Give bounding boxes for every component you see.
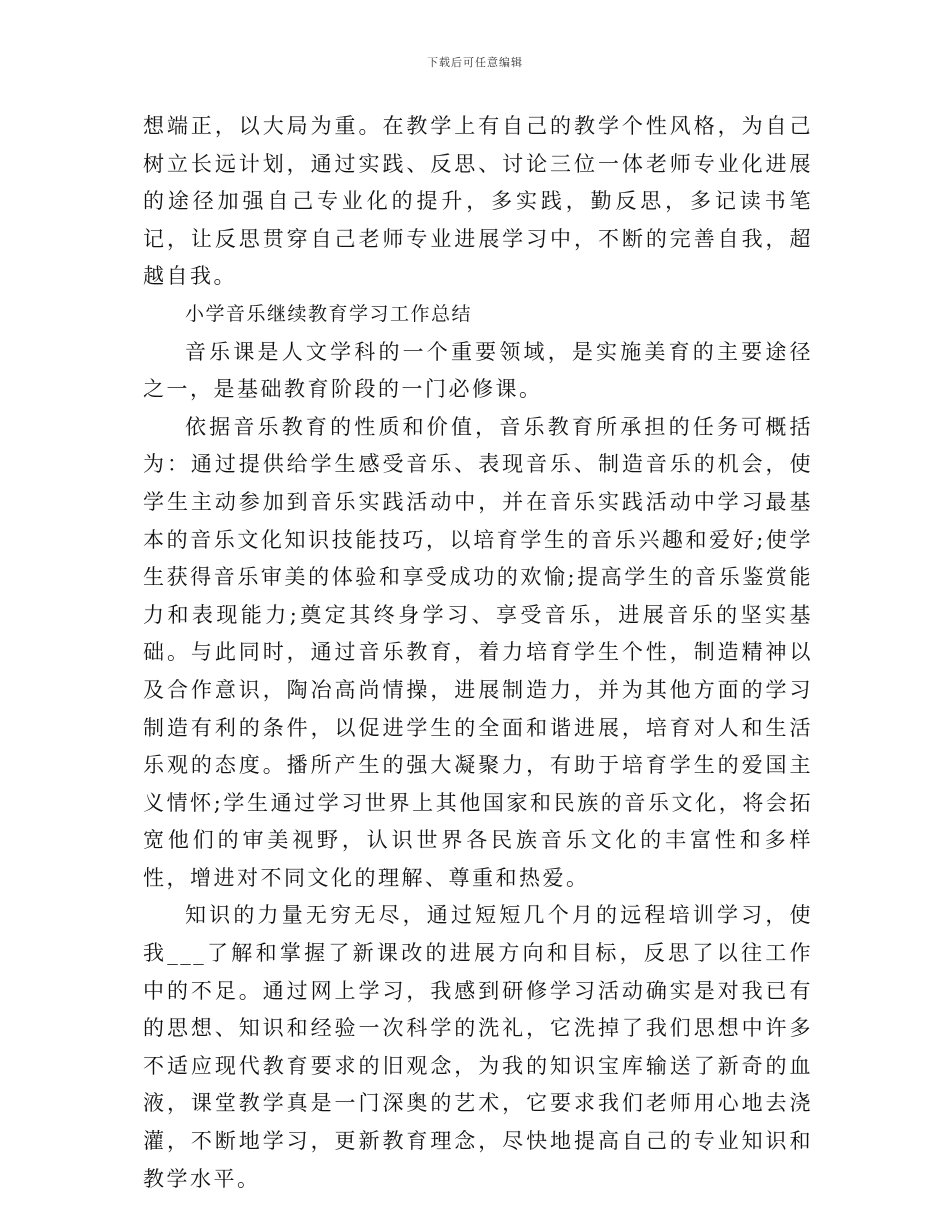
- section-title: 小学音乐继续教育学习工作总结: [185, 302, 473, 325]
- paragraph-intro: 音乐课是人文学科的一个重要领域，是实施美育的主要途径之一，是基础教育阶段的一门必修课。: [143, 339, 813, 402]
- paragraph-reflection: 知识的力量无穷无尽，通过短短几个月的远程培训学习，使我___了解和掌握了新课改的进展方向和目标，反思了以往工作中的不足。通过网上学习，我感到研修学习活动确实是对我已有的思想、知识和经验一次科学的洗礼，它洗掉了我们思想中许多不适应现代教育要求的旧观念，为我的知识宝库输送了新奇的血液，课堂教学真是一门深奥的艺术，它要求我们老师用心地去浇灌，不断地学习，更新教育理念，尽快地提高自己的专业知识和教学水平。: [143, 903, 813, 1191]
- document-body: [143, 108, 813, 1198]
- paragraph-continuation: 想端正，以大局为重。在教学上有自己的教学个性风格，为自己树立长远计划，通过实践、反思、讨论三位一体老师专业化进展的途径加强自己专业化的提升，多实践，勤反思，多记读书笔记，让反思贯穿自己老师专业进展学习中，不断的完善自我，超越自我。: [143, 114, 813, 289]
- page-header: 下载后可任意编辑: [427, 56, 523, 69]
- paragraph-tasks: 依据音乐教育的性质和价值，音乐教育所承担的任务可概括为：通过提供给学生感受音乐、表现音乐、制造音乐的机会，使学生主动参加到音乐实践活动中，并在音乐实践活动中学习最基本的音乐文化知识技能技巧，以培育学生的音乐兴趣和爱好;使学生获得音乐审美的体验和享受成功的欢愉;提高学生的音乐鉴赏能力和表现能力;奠定其终身学习、享受音乐，进展音乐的坚实基础。与此同时，通过音乐教育，着力培育学生个性，制造精神以及合作意识，陶冶高尚情操，进展制造力，并为其他方面的学习制造有利的条件，以促进学生的全面和谐进展，培育对人和生活乐观的态度。播所产生的强大凝聚力，有助于培育学生的爱国主义情怀;学生通过学习世界上其他国家和民族的音乐文化，将会拓宽他们的审美视野，认识世界各民族音乐文化的丰富性和多样性，增进对不同文化的理解、尊重和热爱。: [143, 414, 813, 890]
